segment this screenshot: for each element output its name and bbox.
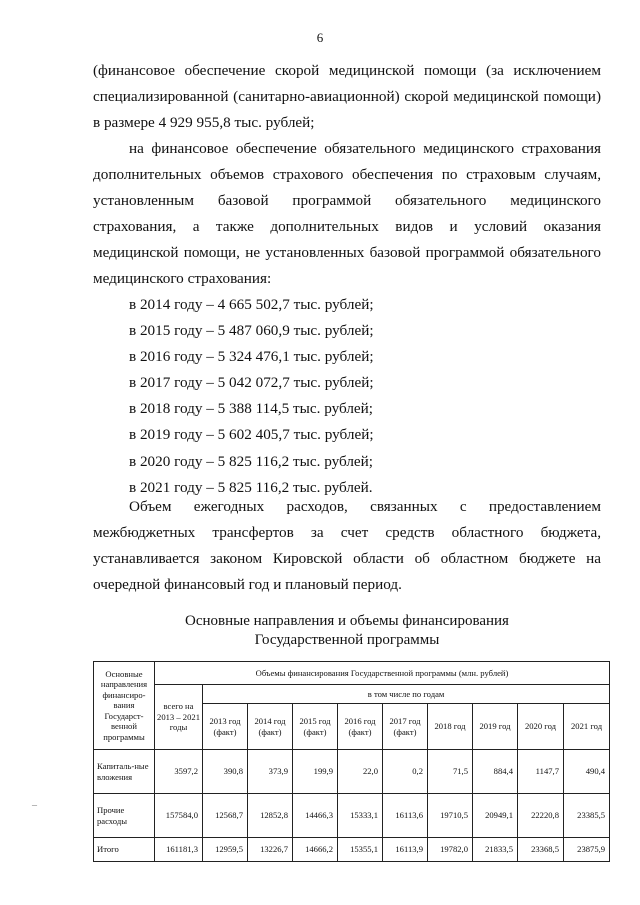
header-year: 2019 год (473, 704, 518, 750)
table-header-row (94, 685, 610, 704)
cell-value: 23385,5 (564, 794, 610, 838)
row-label: Капиталь-ные вложения (94, 750, 155, 794)
paragraph-transfers (93, 494, 601, 598)
cell-total: 161181,3 (155, 838, 203, 862)
year-item: в 2016 году – 5 324 476,1 тыс. рублей; (129, 348, 374, 366)
cell-value: 19782,0 (428, 838, 473, 862)
cell-value: 71,5 (428, 750, 473, 794)
cell-value: 16113,9 (383, 838, 428, 862)
paragraph-text: на финансовое обеспечение обязательного медицинского страхования дополнительных объемов страхового обеспечения по страховым случаям, установленным базовой программой обязательного медицинского страхования, а также дополнительных видов и условий оказания медицинской помощи, не установленных базовой программой обязательного медицинского страхования: (93, 140, 601, 288)
financing-table (93, 661, 610, 862)
year-item: в 2020 году – 5 825 116,2 тыс. рублей; (129, 452, 374, 470)
header-volumes: Объемы финансирования Государственной программы (млн. рублей) (155, 662, 610, 685)
table-title-line: Государственной программы (254, 632, 440, 648)
table-header-row (94, 662, 610, 685)
cell-value: 1147,7 (518, 750, 564, 794)
cell-value: 0,2 (383, 750, 428, 794)
cell-value: 13226,7 (248, 838, 293, 862)
cell-value: 884,4 (473, 750, 518, 794)
cell-total: 157584,0 (155, 794, 203, 838)
table-title (93, 612, 601, 650)
cell-total: 3597,2 (155, 750, 203, 794)
cell-value: 199,9 (293, 750, 338, 794)
header-directions: Основные направления финансиро-вания Государст-венной программы (94, 662, 155, 750)
cell-value: 14666,2 (293, 838, 338, 862)
header-year: 2018 год (428, 704, 473, 750)
margin-mark: – (32, 800, 37, 811)
paragraph-text: (финансовое обеспечение скорой медицинской помощи (за исключением специализированной (санитарно-авиационной) скорой медицинской помощи) в размере 4 929 955,8 тыс. рублей; (93, 62, 601, 132)
cell-value: 15355,1 (338, 838, 383, 862)
year-item: в 2018 году – 5 388 114,5 тыс. рублей; (129, 400, 374, 418)
table-row (94, 750, 610, 794)
row-label: Прочие расходы (94, 794, 155, 838)
cell-value: 22220,8 (518, 794, 564, 838)
row-label: Итого (94, 838, 155, 862)
year-item: в 2019 году – 5 602 405,7 тыс. рублей; (129, 426, 374, 444)
cell-value: 14466,3 (293, 794, 338, 838)
year-item: в 2015 году – 5 487 060,9 тыс. рублей; (129, 322, 374, 340)
year-item: в 2014 году – 4 665 502,7 тыс. рублей; (129, 296, 374, 313)
paragraph-oms (93, 136, 601, 293)
header-year: 2020 год (518, 704, 564, 750)
table-row-total (94, 838, 610, 862)
cell-value: 20949,1 (473, 794, 518, 838)
header-by-years: в том числе по годам (203, 685, 610, 704)
cell-value: 19710,5 (428, 794, 473, 838)
cell-value: 15333,1 (338, 794, 383, 838)
year-item: в 2017 году – 5 042 072,7 тыс. рублей; (129, 374, 374, 392)
paragraph-text: Объем ежегодных расходов, связанных с предоставлением межбюджетных трансфертов за счет средств областного бюджета, устанавливается законом Кировской области об областном бюджете на очередной финансовый год и плановый период. (93, 498, 601, 594)
cell-value: 490,4 (564, 750, 610, 794)
cell-value: 390,8 (203, 750, 248, 794)
cell-value: 16113,6 (383, 794, 428, 838)
cell-value: 373,9 (248, 750, 293, 794)
cell-value: 21833,5 (473, 838, 518, 862)
table-row (94, 794, 610, 838)
paragraph-continuation (93, 58, 601, 136)
cell-value: 12568,7 (203, 794, 248, 838)
year-item: в 2021 году – 5 825 116,2 тыс. рублей. (129, 478, 373, 496)
header-year: 2016 год (факт) (338, 704, 383, 750)
cell-value: 12959,5 (203, 838, 248, 862)
table-title-line: Основные направления и объемы финансирования (185, 613, 509, 629)
page-number: 6 (316, 30, 324, 45)
cell-value: 23368,5 (518, 838, 564, 862)
header-total: всего на 2013 – 2021 годы (155, 685, 203, 750)
header-year: 2013 год (факт) (203, 704, 248, 750)
header-year: 2015 год (факт) (293, 704, 338, 750)
header-year: 2021 год (564, 704, 610, 750)
cell-value: 22,0 (338, 750, 383, 794)
year-list (93, 292, 601, 501)
header-year: 2014 год (факт) (248, 704, 293, 750)
header-year: 2017 год (факт) (383, 704, 428, 750)
cell-value: 12852,8 (248, 794, 293, 838)
cell-value: 23875,9 (564, 838, 610, 862)
